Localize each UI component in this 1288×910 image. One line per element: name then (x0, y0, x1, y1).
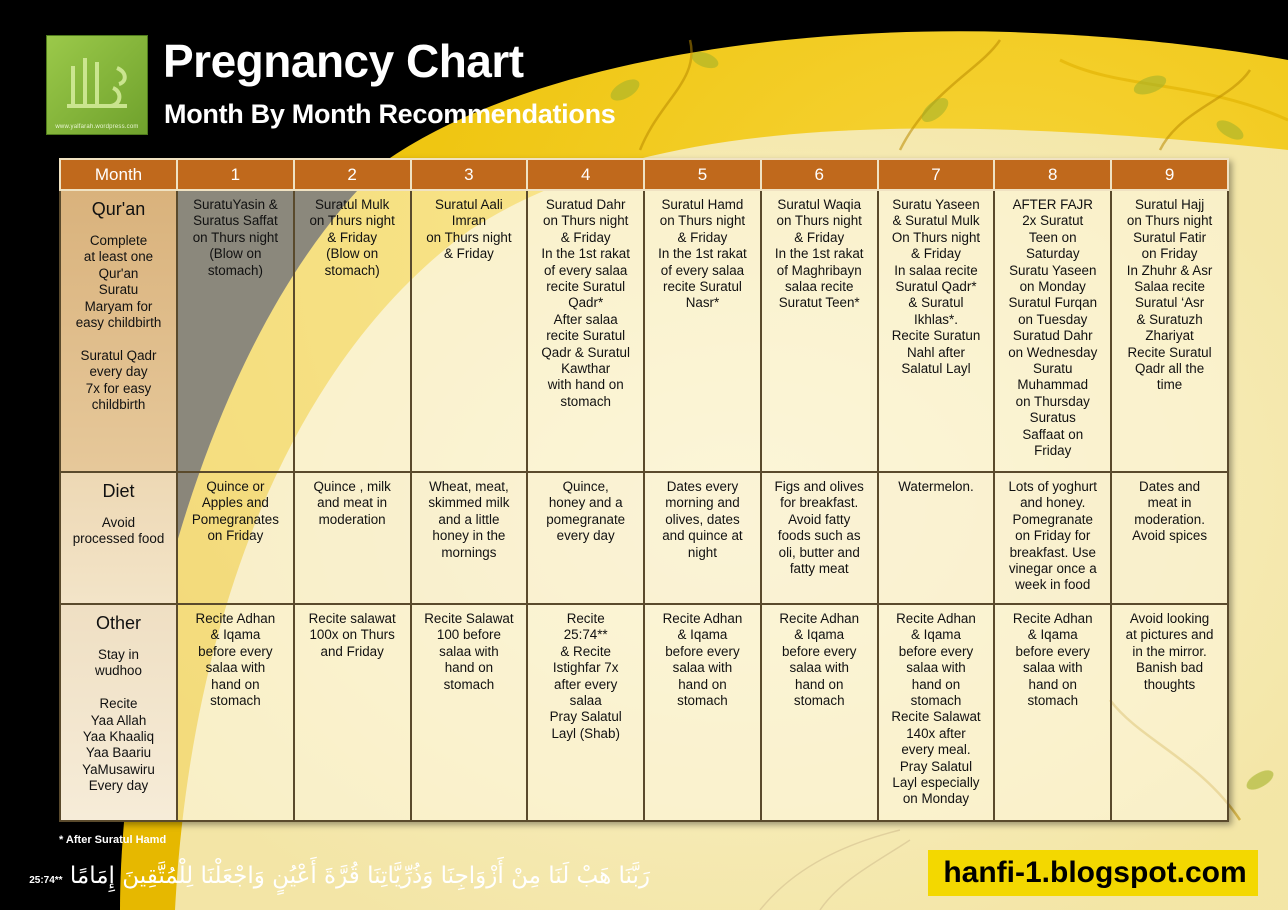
table-cell (177, 604, 294, 821)
cell-text: Recite 25:74** & Recite Istighfar 7x after every salaa Pray Salatul Layl (Shab) (549, 611, 622, 741)
cell-text: Recite salawat 100x on Thurs and Friday (308, 611, 396, 659)
cell-text: Wheat, meat, skimmed milk and a little honey in the mornings (428, 479, 510, 560)
logo (46, 35, 148, 135)
cell-text: SuratuYasin & Suratus Saffat on Thurs night (Blow on stomach) (192, 197, 279, 278)
cell-text: Suratul Hajj on Thurs night Suratul Fatir on Friday In Zhuhr & Asr Salaa recite Suratul ‘Asr & Suratuzh Zhariyat Recite Suratul Qadr all the time (1126, 197, 1213, 393)
logo-url: www.yalfarah.wordpress.com (55, 124, 139, 130)
row-quran (60, 190, 1228, 472)
column-header-month-6: 6 (761, 159, 878, 190)
table-cell (177, 190, 294, 472)
table-cell (878, 190, 995, 472)
cell-text: Suratul Hamd on Thurs night & Friday In the 1st rakat of every salaa recite Suratul Nasr* (658, 197, 747, 311)
dua-verse (29, 856, 650, 896)
cell-text: Avoid looking at pictures and in the mirror. Banish bad thoughts (1125, 611, 1214, 692)
row-title: Qur'an (91, 199, 146, 219)
cell-text: Quince, honey and a pomegranate every day (546, 479, 626, 544)
dua-text: رَبَّنَا هَبْ لَنَا مِنْ أَزْوَاجِنَا وَذُرِّيَّاتِنَا قُرَّةَ أَعْيُنٍ وَاجْعَلْنَا لِلْمُتَّقِينَ إِمَامًا (69, 863, 650, 889)
cell-text: Recite Adhan & Iqama before every salaa with hand on stomach (195, 611, 276, 709)
cell-text: Watermelon. (898, 479, 974, 494)
pregnancy-chart-table (59, 158, 1229, 822)
table-cell (411, 604, 528, 821)
row-header-other (60, 604, 177, 821)
column-header-month-2: 2 (294, 159, 411, 190)
table-cell (761, 472, 878, 604)
column-header-month-1: 1 (177, 159, 294, 190)
table-cell (644, 604, 761, 821)
column-header-month-3: 3 (411, 159, 528, 190)
row-title: Diet (102, 481, 135, 501)
cell-text: Lots of yoghurt and honey. Pomegranate on Friday for breakfast. Use vinegar once a week in food (1008, 479, 1098, 593)
table-cell (294, 604, 411, 821)
cell-text: Suratud Dahr on Thurs night & Friday In the 1st rakat of every salaa recite Suratul Qadr* After salaa recite Suratul Qadr & Suratul Kawthar with hand on stomach (541, 197, 630, 409)
cell-text: Recite Adhan & Iqama before every salaa with hand on stomach Recite Salawat 140x after every meal. Pray Salatul Layl especially on Monday (891, 611, 981, 807)
cell-text: Suratul Mulk on Thurs night & Friday (Blow on stomach) (309, 197, 395, 278)
table-cell (527, 472, 644, 604)
cell-text: Recite Adhan & Iqama before every salaa with hand on stomach (779, 611, 860, 709)
row-note: Stay in wudhoo Recite Yaa Allah Yaa Khaaliq Yaa Baariu YaMusawiru Every day (82, 647, 155, 794)
row-header-diet (60, 472, 177, 604)
table-cell (294, 472, 411, 604)
column-header-month: Month (60, 159, 177, 190)
table-cell (411, 472, 528, 604)
column-header-month-7: 7 (878, 159, 995, 190)
cell-text: Suratul Waqia on Thurs night & Friday In the 1st rakat of Maghribayn salaa recite Suratut Teen* (774, 197, 864, 311)
table-cell (527, 190, 644, 472)
page-title: Pregnancy Chart (163, 35, 524, 87)
table-cell (294, 190, 411, 472)
table-cell (644, 190, 761, 472)
cell-text: Quince or Apples and Pomegranates on Friday (191, 479, 279, 544)
table-cell (878, 604, 995, 821)
table-cell (644, 472, 761, 604)
cell-text: Dates every morning and olives, dates and quince at night (662, 479, 743, 560)
cell-text: Dates and meat in moderation. Avoid spices (1132, 479, 1208, 544)
table-cell (878, 472, 995, 604)
cell-text: Suratu Yaseen & Suratul Mulk On Thurs night & Friday In salaa recite Suratul Qadr* & Suratul Ikhlas*. Recite Suratun Nahl after Salatul Layl (891, 197, 981, 377)
table-cell (994, 190, 1111, 472)
table-cell (411, 190, 528, 472)
row-header-quran (60, 190, 177, 472)
website-link[interactable]: hanfi-1.blogspot.com (928, 850, 1258, 896)
table-cell (761, 604, 878, 821)
cell-text: Suratul Aali Imran on Thurs night & Friday (426, 197, 512, 262)
table-cell (1111, 604, 1228, 821)
column-header-month-9: 9 (1111, 159, 1228, 190)
table-cell (1111, 190, 1228, 472)
table-cell (527, 604, 644, 821)
table-cell (761, 190, 878, 472)
page-subtitle: Month By Month Recommendations (164, 99, 616, 129)
table-cell (994, 472, 1111, 604)
row-note: Avoid processed food (72, 515, 165, 547)
column-header-month-5: 5 (644, 159, 761, 190)
calligraphy-logo-icon (61, 48, 133, 114)
cell-text: Recite Adhan & Iqama before every salaa with hand on stomach (662, 611, 743, 709)
row-diet (60, 472, 1228, 604)
cell-text: AFTER FAJR 2x Suratut Teen on Saturday Suratu Yaseen on Monday Suratul Furqan on Tuesday Suratud Dahr on Wednesday Suratu Muhammad on Thursday Suratus Saffaat on Friday (1008, 197, 1098, 459)
header-row (60, 159, 1228, 190)
column-header-month-8: 8 (994, 159, 1111, 190)
table-cell (177, 472, 294, 604)
table-cell (1111, 472, 1228, 604)
row-title: Other (95, 613, 142, 633)
cell-text: Recite Adhan & Iqama before every salaa with hand on stomach (1012, 611, 1093, 709)
cell-text: Figs and olives for breakfast. Avoid fatty foods such as oli, butter and fatty meat (774, 479, 864, 577)
column-header-month-4: 4 (527, 159, 644, 190)
row-note: Complete at least one Qur'an Suratu Maryam for easy childbirth Suratul Qadr every day 7x for easy childbirth (75, 233, 162, 413)
row-other (60, 604, 1228, 821)
cell-text: Quince , milk and meat in moderation (313, 479, 391, 527)
dua-reference: **25:74 (29, 875, 63, 886)
cell-text: Recite Salawat 100 before salaa with hand on stomach (424, 611, 514, 692)
table-cell (994, 604, 1111, 821)
footnote: * After Suratul Hamd (59, 834, 167, 846)
